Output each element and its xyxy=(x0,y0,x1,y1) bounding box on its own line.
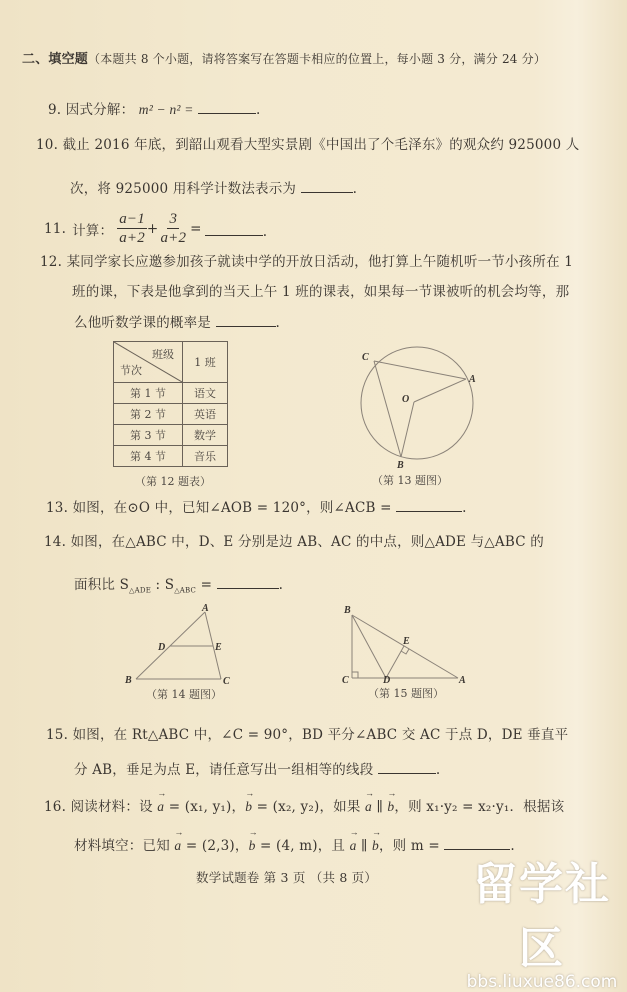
vector-b: → b xyxy=(249,838,256,854)
question-text: ，则 x₁·y₂ = x₂·y₁．根据该 xyxy=(394,799,565,815)
question-text: 如图，在△ABC 中，D、E 分别是边 AB、AC 的中点，则△ADE 与△ABC 的 xyxy=(70,534,544,550)
answer-blank[interactable] xyxy=(217,587,279,589)
question-text: = (2,3)， xyxy=(181,838,249,854)
question-14-line-2 xyxy=(74,573,283,595)
label-B: B xyxy=(344,605,351,616)
fraction-1 xyxy=(117,210,147,247)
label-A: A xyxy=(459,675,466,683)
label-C: C xyxy=(342,675,349,683)
table-caption: （第 12 题表） xyxy=(135,475,211,488)
header-period: 节次 xyxy=(120,364,142,377)
question-number: 11. xyxy=(44,220,67,237)
period: . xyxy=(435,762,441,778)
figure-13 xyxy=(352,340,482,488)
question-12-line-1 xyxy=(40,250,573,270)
figure-caption: （第 14 题图） xyxy=(146,688,222,701)
vector-a: → a xyxy=(365,799,372,815)
watermark xyxy=(457,848,627,992)
subject-cell: 英语 xyxy=(183,404,228,425)
period: . xyxy=(510,838,515,854)
header-column: 1 班 xyxy=(183,342,228,383)
label-E: E xyxy=(403,636,410,647)
question-15-line-1 xyxy=(46,723,568,743)
answer-blank[interactable] xyxy=(378,772,436,774)
equals-sign: = xyxy=(190,220,202,237)
header-class: 班级 xyxy=(152,348,174,361)
right-triangle-diagram xyxy=(338,603,468,683)
question-text: ，则 m = xyxy=(378,838,440,854)
numerator: a−1 xyxy=(119,211,145,227)
period: . xyxy=(462,500,467,516)
question-text: 班的课，下表是他拿到的当天上午 1 班的课表，如果每一节课被听的机会均等，那 xyxy=(72,284,570,300)
question-text: 材料填空：已知 xyxy=(74,838,175,854)
denominator: a+2 xyxy=(119,230,145,246)
label-A: A xyxy=(469,374,476,385)
period: . xyxy=(262,223,268,240)
answer-blank[interactable] xyxy=(216,325,276,327)
question-9 xyxy=(48,98,261,118)
circle-diagram xyxy=(352,340,482,470)
parallel-symbol: ∥ xyxy=(372,799,388,815)
plus-sign: + xyxy=(146,220,159,237)
table-row xyxy=(114,404,228,425)
period: . xyxy=(256,102,261,118)
question-text: = (4, m)，且 xyxy=(255,838,350,854)
period: . xyxy=(352,181,358,197)
question-text: 某同学家长应邀参加孩子就读中学的开放日活动，他打算上午随机听一节小孩所在 1 xyxy=(66,254,574,270)
label-D: D xyxy=(383,675,391,683)
question-text: 次，将 925000 用科学计数法表示为 xyxy=(70,181,297,197)
question-number: 13. xyxy=(46,500,69,516)
subject-cell: 语文 xyxy=(183,383,228,404)
page-footer: 数学试题卷 第 3 页 （共 8 页） xyxy=(196,870,378,885)
vector-b: → b xyxy=(372,838,379,854)
period-cell: 第 2 节 xyxy=(114,404,183,425)
label-C: C xyxy=(362,352,369,363)
question-12-line-2 xyxy=(72,280,569,300)
triangle-diagram xyxy=(120,602,240,684)
answer-blank[interactable] xyxy=(205,234,263,236)
subscript: △ABC xyxy=(174,586,197,595)
question-number: 15. xyxy=(46,727,69,743)
question-prompt: 计算： xyxy=(72,222,114,239)
question-14-line-1 xyxy=(44,530,544,550)
answer-blank[interactable] xyxy=(301,191,353,193)
question-number: 10. xyxy=(36,137,59,153)
question-text: 分 AB，垂足为点 E，请任意写出一组相等的线段 xyxy=(74,762,374,778)
section-instructions: （本题共 8 个小题，请将答案写在答题卡相应的位置上，每小题 3 分，满分 24 分） xyxy=(88,52,547,66)
question-13 xyxy=(46,496,467,516)
parallel-symbol: ∥ xyxy=(356,838,372,854)
table-row xyxy=(114,383,228,404)
question-15-line-2 xyxy=(74,758,440,778)
watermark-title: 留学社区 xyxy=(473,859,611,974)
question-12-line-3 xyxy=(74,311,280,331)
question-text: 阅读材料：设 xyxy=(70,799,158,815)
vector-a: → a xyxy=(157,799,164,815)
question-11 xyxy=(44,210,267,247)
schedule-table xyxy=(113,341,228,467)
table-12 xyxy=(113,341,228,489)
question-16-line-2 xyxy=(74,834,515,854)
question-number: 16. xyxy=(44,799,67,815)
table-row xyxy=(114,446,228,467)
question-text: 截止 2016 年底，到韶山观看大型实景剧《中国出了个毛泽东》的观众约 925000 人 xyxy=(62,137,580,153)
period: . xyxy=(275,315,280,331)
question-prompt: 因式分解： xyxy=(65,102,135,118)
table-row xyxy=(114,425,228,446)
question-text: 如图，在 Rt△ABC 中，∠C = 90°，BD 平分∠ABC 交 AC 于点 D，DE 垂直平 xyxy=(72,727,569,743)
label-E: E xyxy=(215,642,222,653)
subject-cell: 音乐 xyxy=(183,446,228,467)
question-16-line-1 xyxy=(44,795,564,815)
label-C: C xyxy=(223,676,230,684)
equals-sign: = xyxy=(196,577,213,593)
watermark-url: bbs.liuxue86.com xyxy=(466,972,618,992)
label-O: O xyxy=(402,394,410,405)
vector-a: → a xyxy=(350,838,357,854)
question-text: 么他听数学课的概率是 xyxy=(74,315,211,331)
answer-blank[interactable] xyxy=(198,112,256,114)
question-10-line-1 xyxy=(36,133,579,153)
figure-15 xyxy=(338,603,468,701)
label-B: B xyxy=(397,460,404,470)
vector-b: → b xyxy=(387,799,394,815)
label-B: B xyxy=(125,675,132,684)
period-cell: 第 4 节 xyxy=(114,446,183,467)
question-text: = (x₂, y₂)，如果 xyxy=(252,799,366,815)
figure-caption: （第 15 题图） xyxy=(368,687,444,700)
math-expression: m² − n² = xyxy=(138,102,194,117)
period: . xyxy=(278,577,284,593)
question-text: 如图，在⊙O 中，已知∠AOB = 120°，则∠ACB = xyxy=(72,500,392,516)
vector-b: → b xyxy=(245,799,252,815)
section-header xyxy=(22,48,546,67)
fraction-2 xyxy=(158,210,188,247)
section-title: 二、填空题 xyxy=(22,52,89,67)
question-text: = (x₁, y₁)， xyxy=(164,799,246,815)
diagonal-header-cell xyxy=(114,342,183,383)
subscript: △ADE xyxy=(129,586,152,595)
question-number: 9. xyxy=(48,102,62,118)
denominator: a+2 xyxy=(160,230,187,246)
answer-blank[interactable] xyxy=(396,510,462,512)
question-number: 12. xyxy=(40,254,63,270)
vector-a: → a xyxy=(174,838,181,854)
question-10-line-2 xyxy=(70,177,357,197)
period-cell: 第 3 节 xyxy=(114,425,183,446)
label-A: A xyxy=(202,603,209,614)
question-number: 14. xyxy=(44,534,67,550)
subject-cell: 数学 xyxy=(183,425,228,446)
label-D: D xyxy=(158,642,166,653)
ratio-colon: : S xyxy=(151,577,175,593)
period-cell: 第 1 节 xyxy=(114,383,183,404)
numerator: 3 xyxy=(169,211,178,227)
figure-caption: （第 13 题图） xyxy=(372,474,448,487)
figure-14 xyxy=(120,602,240,702)
question-text: 面积比 S xyxy=(74,577,130,593)
